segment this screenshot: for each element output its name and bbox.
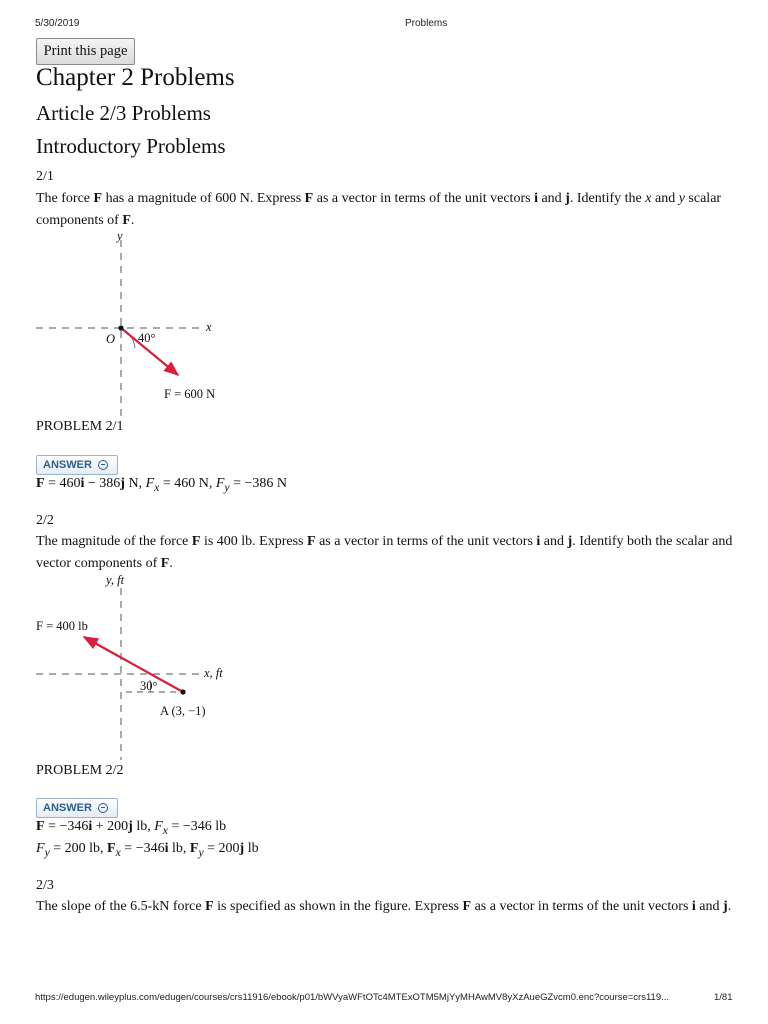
- answer-label: ANSWER: [43, 459, 92, 471]
- angle-label: 30°: [140, 679, 158, 693]
- problem-statement: The slope of the 6.5-kN force F is specified as shown in the figure. Express F as a vector in terms of the unit vectors i and j.: [36, 899, 732, 914]
- problem-number: 2/2: [36, 513, 54, 528]
- y-axis-label: y: [117, 229, 123, 243]
- problem-statement: The force F has a magnitude of 600 N. Express F as a vector in terms of the unit vectors i and j. Identify the x and y scalar components of F.: [36, 191, 722, 228]
- print-page-button[interactable]: Print this page: [36, 38, 135, 65]
- figure-2-1: [36, 229, 215, 418]
- answer-toggle-button[interactable]: [36, 455, 118, 475]
- figure-caption: PROBLEM 2/1: [36, 419, 124, 434]
- force-label: F = 400 lb: [36, 619, 88, 633]
- section-title: Introductory Problems: [36, 134, 226, 158]
- point-label: A (3, −1): [160, 704, 206, 718]
- footer-url: https://edugen.wileyplus.com/edugen/courses/crs11916/ebook/p01/bWVyaWFtOTc4MTExOTM5MjYyMHAwMV8yXzAueGZvcm0.enc?course=crs119...: [35, 992, 670, 1003]
- y-axis-label: y, ft: [106, 573, 125, 587]
- article-title: Article 2/3 Problems: [36, 101, 211, 125]
- answer-text: F = 460i − 386j N, $F_x = 460$ N, $F_y = -386$ N: [36, 476, 287, 494]
- problem-number: 2/3: [36, 878, 54, 893]
- force-label: F = 600 N: [164, 387, 216, 401]
- print-date: 5/30/2019: [35, 18, 80, 29]
- figure-caption: PROBLEM 2/2: [36, 763, 124, 778]
- answer-label: ANSWER: [43, 802, 92, 814]
- answer-text: F = −346i + 200j lb, $F_x = -346$ lb: [36, 819, 227, 837]
- chapter-title: Chapter 2 Problems: [36, 64, 235, 91]
- problem-statement: The magnitude of the force F is 400 lb. Express F as a vector in terms of the unit vectors i and j. Identify both the scalar and vector components of F.: [36, 534, 733, 571]
- collapse-icon: [98, 460, 108, 470]
- print-header-title: Problems: [405, 18, 448, 29]
- x-axis-label: x: [206, 320, 212, 334]
- origin-label: O: [106, 332, 116, 346]
- angle-label: 40°: [138, 331, 156, 345]
- page-number: 1/81: [714, 992, 733, 1003]
- collapse-icon: [98, 803, 108, 813]
- x-axis-label: x, ft: [204, 666, 223, 680]
- problem-number: 2/1: [36, 169, 54, 184]
- answer-toggle-button[interactable]: [36, 798, 118, 818]
- figure-2-2: [36, 573, 223, 760]
- answer-text: $F_y = 200$ lb, $F_x = -346i$ lb, $F_y = 200j$ lb: [36, 841, 259, 859]
